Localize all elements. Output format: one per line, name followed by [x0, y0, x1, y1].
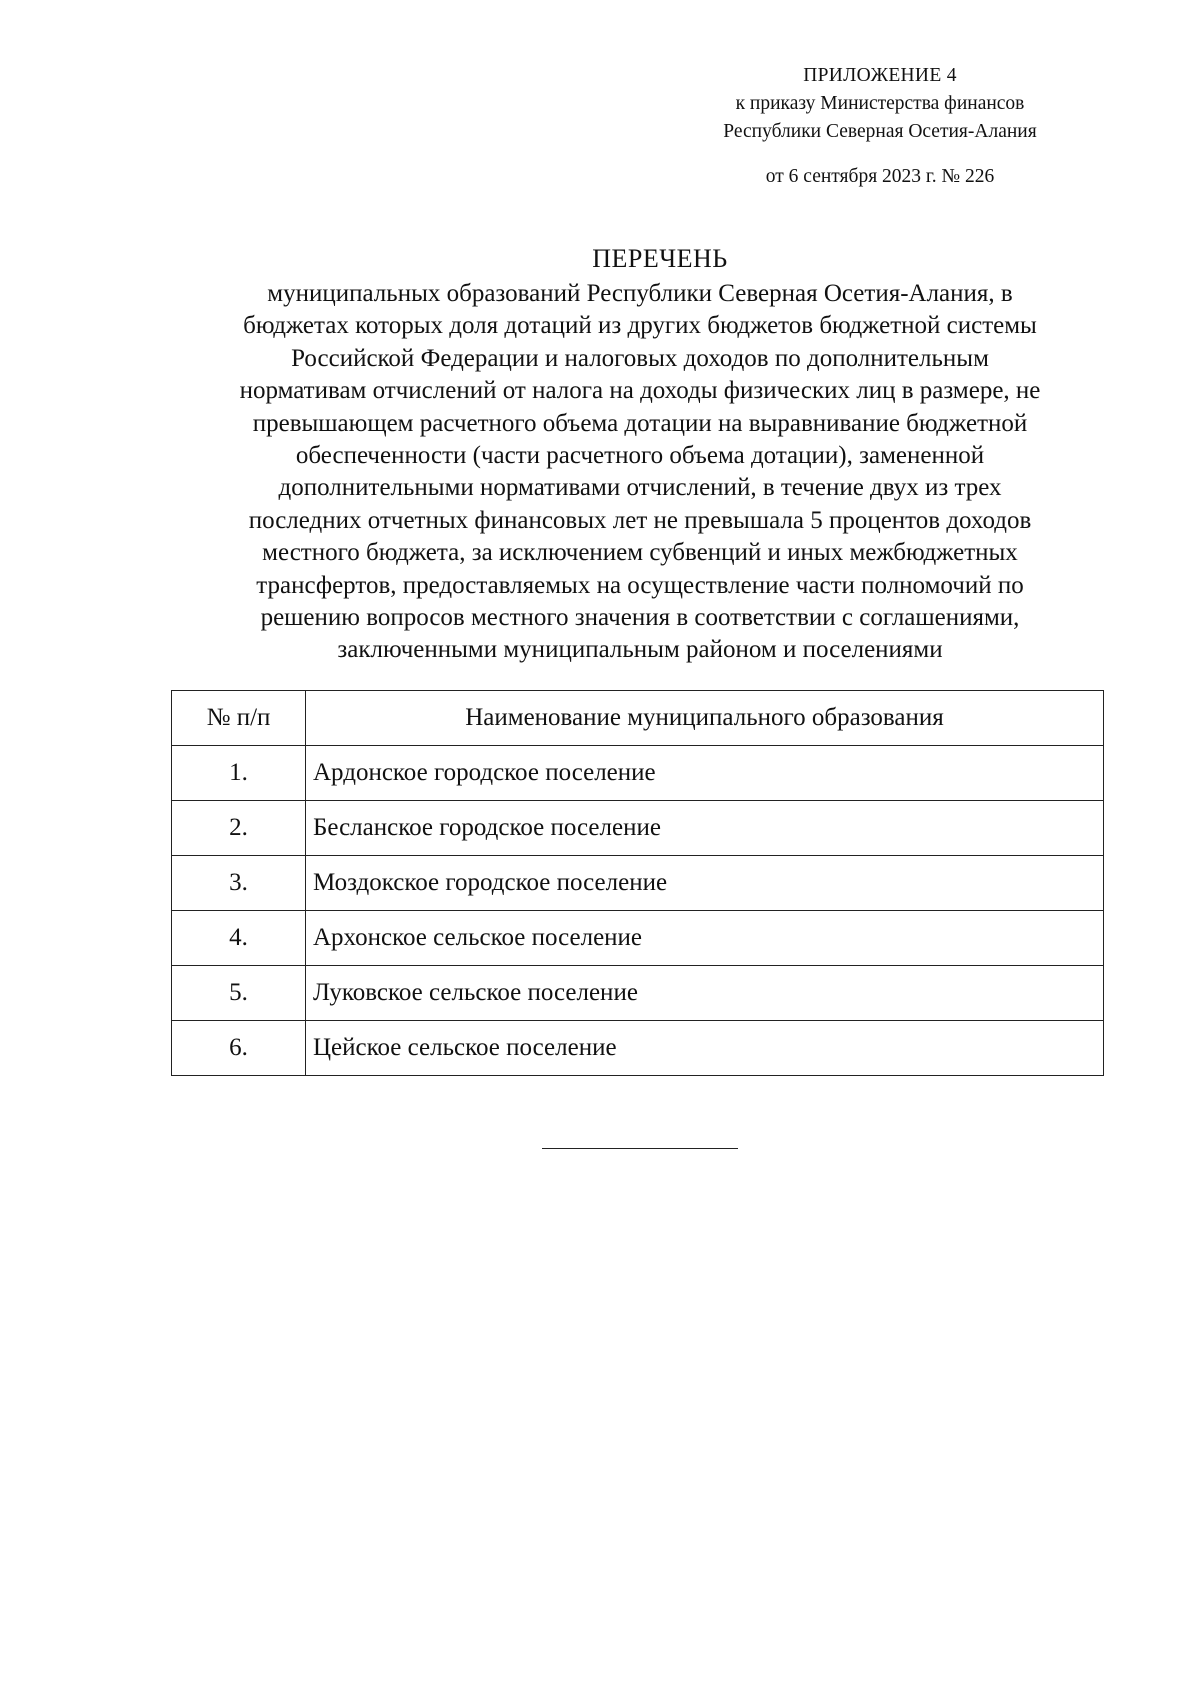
order-date-number: от 6 сентября 2023 г. № 226 [765, 166, 995, 187]
subtitle-line: местного бюджета, за исключением субвенций и иных межбюджетных [262, 539, 1018, 567]
row-number: 1. [172, 746, 306, 801]
subtitle-line: заключенными муниципальным районом и поселениями [337, 636, 943, 664]
column-header-name: Наименование муниципального образования [306, 691, 1104, 746]
row-number: 3. [172, 856, 306, 911]
subtitle-line: Российской Федерации и налоговых доходов по дополнительным [291, 344, 989, 372]
row-number: 4. [172, 911, 306, 966]
municipality-name: Бесланское городское поселение [306, 801, 1104, 856]
subtitle-line: последних отчетных финансовых лет не превышала 5 процентов доходов [248, 506, 1032, 534]
row-number: 5. [172, 966, 306, 1021]
subtitle-line: трансфертов, предоставляемых на осуществление части полномочий по [256, 571, 1024, 599]
end-separator-line [542, 1148, 738, 1149]
municipality-name: Луковское сельское поселение [306, 966, 1104, 1021]
document-subtitle [185, 278, 1095, 667]
table-row [172, 911, 1104, 966]
subtitle-line: решению вопросов местного значения в соответствии с соглашениями, [260, 604, 1020, 632]
municipalities-table [171, 690, 1104, 1076]
column-header-number: № п/п [172, 691, 306, 746]
municipality-name: Архонское сельское поселение [306, 911, 1104, 966]
table-row [172, 1021, 1104, 1076]
table-header-row [172, 691, 1104, 746]
appendix-header [680, 62, 1080, 146]
subtitle-line: нормативам отчислений от налога на доходы физических лиц в размере, не [239, 377, 1041, 405]
row-number: 2. [172, 801, 306, 856]
subtitle-line: дополнительными нормативами отчислений, в течение двух из трех [278, 474, 1002, 502]
table-row [172, 856, 1104, 911]
subtitle-line: обеспеченности (части расчетного объема дотации), замененной [295, 442, 985, 470]
table-row [172, 801, 1104, 856]
subtitle-line: муниципальных образований Республики Северная Осетия-Алания, в [267, 280, 1013, 307]
municipality-name: Цейское сельское поселение [306, 1021, 1104, 1076]
row-number: 6. [172, 1021, 306, 1076]
table-row [172, 966, 1104, 1021]
order-reference: к приказу Министерства финансов [735, 93, 1025, 114]
appendix-label: ПРИЛОЖЕНИЕ 4 [803, 65, 957, 86]
subtitle-line: превышающем расчетного объема дотации на выравнивание бюджетной [252, 409, 1028, 437]
subtitle-line: бюджетах которых доля дотаций из других бюджетов бюджетной системы [243, 312, 1037, 340]
municipality-name: Ардонское городское поселение [306, 746, 1104, 801]
municipality-name: Моздокское городское поселение [306, 856, 1104, 911]
document-title: ПЕРЕЧЕНЬ [592, 244, 728, 273]
table-row [172, 746, 1104, 801]
republic-name: Республики Северная Осетия-Алания [723, 121, 1037, 142]
